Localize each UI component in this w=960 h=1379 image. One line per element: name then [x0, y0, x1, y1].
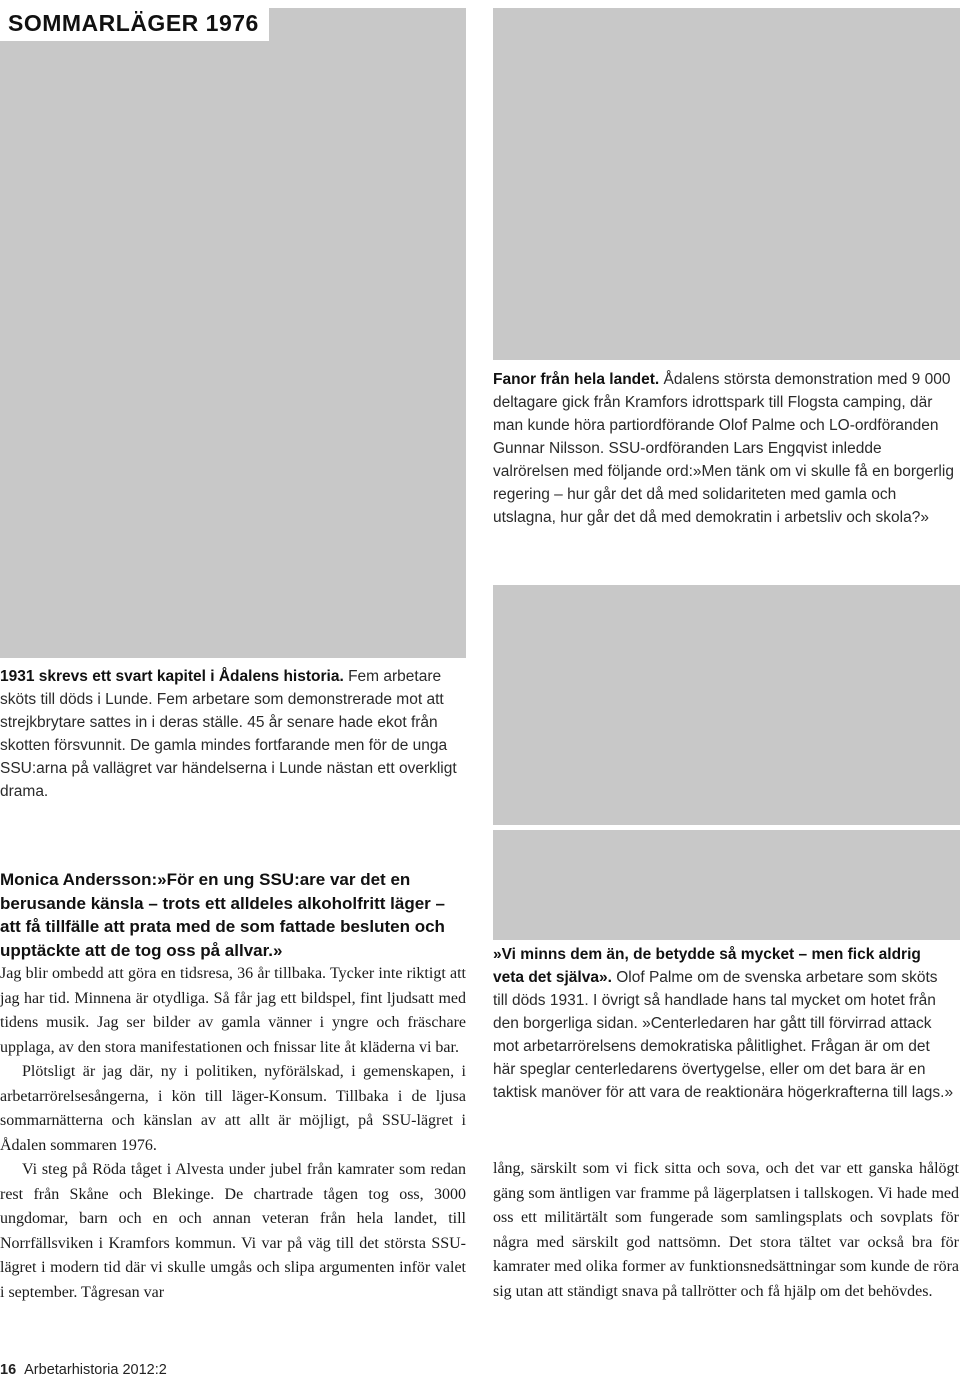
body-paragraph: lång, särskilt som vi fick sitta och sova, och det var ett ganska hålögt gäng som äntligen var framme på lägerplatsen i tallskogen. Vi hade med oss ett militärtält som fungerade som samlingsplats och sovplats för några med särskilt god nattsömn. Det stora tältet var också bra för kamrater med olika former av funktionsnedsättningar som kunde de röra sig utan att ständigt snava på tallrötter och få hjälp om det behövdes.: [493, 1160, 959, 1300]
photo-bottom-right: [493, 830, 960, 940]
photo-top-left: [0, 8, 466, 658]
caption-lead: »Vi minns dem än, de betydde så mycket – men fick aldrig veta det själva».: [493, 946, 921, 986]
publication-name: Arbetarhistoria 2012:2: [24, 1362, 167, 1378]
photo-top-right: [493, 8, 960, 360]
caption-lead: 1931 skrevs ett svart kapitel i Ådalens historia.: [0, 668, 344, 685]
photo-middle-right: [493, 585, 960, 825]
page-number: 16: [0, 1362, 17, 1378]
body-paragraph: Vi steg på Röda tåget i Alvesta under jubel från kamrater som redan rest från Skåne och Blekinge. De chartrade tågen tog oss, 3000 ungdomar, barn och en och annan veteran från hela landet, till Norrfällsviken i Kramfors kommun. Vi var på väg till det största SSU-lägret i modern tid där vi skulle umgås och slipa argumenten inför valet i september. Tågresan var: [0, 1161, 466, 1301]
caption-lead: Fanor från hela landet.: [493, 371, 660, 388]
body-paragraph: Jag blir ombedd att göra en tidsresa, 36 år tillbaka. Tycker inte riktigt att jag har tid. Minnena är otydliga. Så får jag ett bildspel, fint ljudsatt med tidens musik. Jag ser bilder av gamla vänner i yngre och fräschare upplaga, av den stora manifestationen och fnissar lite åt kläderna vi bar.: [0, 965, 466, 1056]
body-paragraph: Plötsligt är jag där, ny i politiken, nyförälskad, i gemenskapen, i arbetarrörelsesångerna, i kön till läger-Konsum. Tillbaka i de ljusa sommarnätterna och känslan av att allt är möjligt, på SSU-lägret i Ådalen sommaren 1976.: [0, 1063, 466, 1154]
caption-bottom-right: [493, 943, 955, 1104]
body-column-left: [0, 962, 466, 1305]
caption-text: Fem arbetare sköts till döds i Lunde. Fem arbetare som demonstrerade mot att strejkbrytare sattes in i deras ställe. 45 år senare hade ekot från skotten försvunnit. De gamla mindes fortfarande men för de unga SSU:arna på vallägret var händelserna i Lunde nästan ett overkligt drama.: [0, 668, 457, 800]
page-footer: [0, 1362, 167, 1378]
caption-middle-left: [0, 665, 462, 803]
caption-top-right: [493, 368, 955, 529]
section-title: SOMMARLÄGER 1976: [0, 8, 269, 41]
pull-quote: Monica Andersson:»För en ung SSU:are var det en berusande känsla – trots ett alldeles alkoholfritt läger – att få tillfälle att prata med de som fattade besluten och upptäckte att de tog oss på allvar.»: [0, 870, 445, 960]
caption-text: Ådalens största demonstration med 9 000 deltagare gick från Kramfors idrottspark till Flogsta camping, där man kunde höra partiordförande Olof Palme och LO-ordföranden Gunnar Nilsson. SSU-ordföranden Lars Engqvist inledde valrörelsen med följande ord:»Men tänk om vi skulle få en borgerlig regering – hur går det då med solidariteten med gamla och utslagna, hur går det då med demokratin i arbetsliv och skola?»: [493, 371, 954, 526]
caption-text: Olof Palme om de svenska arbetare som sköts till döds 1931. I övrigt så handlade hans tal mycket om hotet från den borgerliga sidan. »Centerledaren har gått till förvirrad attack mot arbetarrörelsens demokratiska pålitlighet. Frågan är om det här speglar centerledarens övertygelse, eller om det bara är en taktisk manöver för att vara de reaktionära högerkrafterna till lags.»: [493, 969, 954, 1101]
body-column-right: [493, 1157, 959, 1304]
